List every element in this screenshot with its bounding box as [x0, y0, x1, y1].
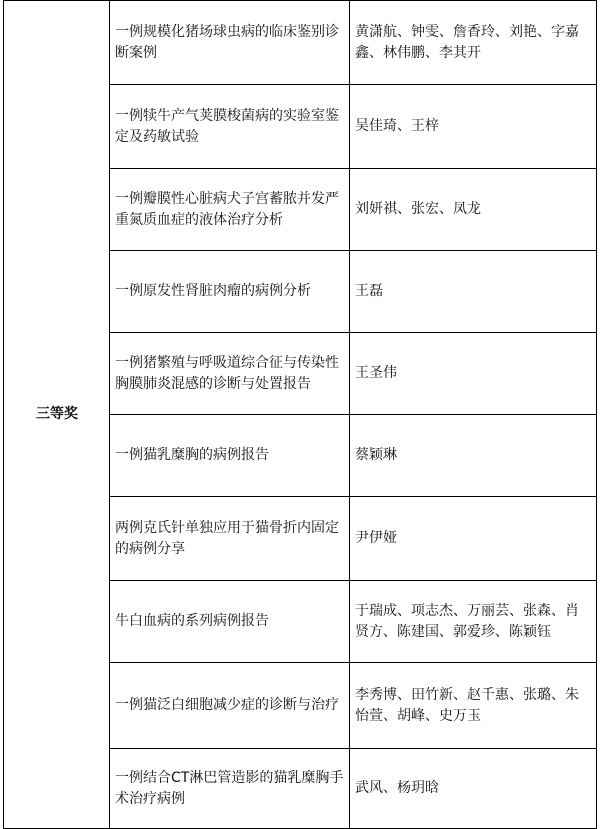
- paper-title: 一例原发性肾脏肉瘤的病例分析: [110, 251, 350, 333]
- paper-title: 一例猫泛白细胞减少症的诊断与治疗: [110, 663, 350, 749]
- paper-title: 牛白血病的系列病例报告: [110, 581, 350, 663]
- paper-authors: 蔡颖琳: [350, 415, 597, 497]
- award-level-cell: 三等奖: [4, 1, 110, 829]
- paper-authors: 王圣伟: [350, 333, 597, 415]
- paper-authors: 王磊: [350, 251, 597, 333]
- paper-title: 一例规模化猪场球虫病的临床鉴别诊断案例: [110, 1, 350, 85]
- table-row: [4, 1, 597, 85]
- paper-title: 一例猪繁殖与呼吸道综合征与传染性胸膜肺炎混感的诊断与处置报告: [110, 333, 350, 415]
- awards-table: [3, 0, 597, 829]
- paper-authors: 李秀博、田竹新、赵千惠、张璐、朱怡萱、胡峰、史万玉: [350, 663, 597, 749]
- paper-authors: 刘妍祺、张宏、凤龙: [350, 169, 597, 251]
- paper-title: 两例克氏针单独应用于猫骨折内固定的病例分享: [110, 497, 350, 581]
- paper-authors: 尹伊娅: [350, 497, 597, 581]
- paper-authors: 于瑞成、项志杰、万丽芸、张森、肖贤方、陈建国、郭爱珍、陈颖钰: [350, 581, 597, 663]
- paper-title: 一例犊牛产气荚膜梭菌病的实验室鉴定及药敏试验: [110, 85, 350, 169]
- paper-authors: 黄潇航、钟雯、詹香玲、刘艳、字嘉鑫、林伟鹏、李其开: [350, 1, 597, 85]
- paper-authors: 吴佳琦、王梓: [350, 85, 597, 169]
- paper-title: 一例瓣膜性心脏病犬子宫蓄脓并发严重氮质血症的液体治疗分析: [110, 169, 350, 251]
- paper-authors: 武风、杨玥晗: [350, 749, 597, 829]
- paper-title: 一例结合CT淋巴管造影的猫乳糜胸手术治疗病例: [110, 749, 350, 829]
- paper-title: 一例猫乳糜胸的病例报告: [110, 415, 350, 497]
